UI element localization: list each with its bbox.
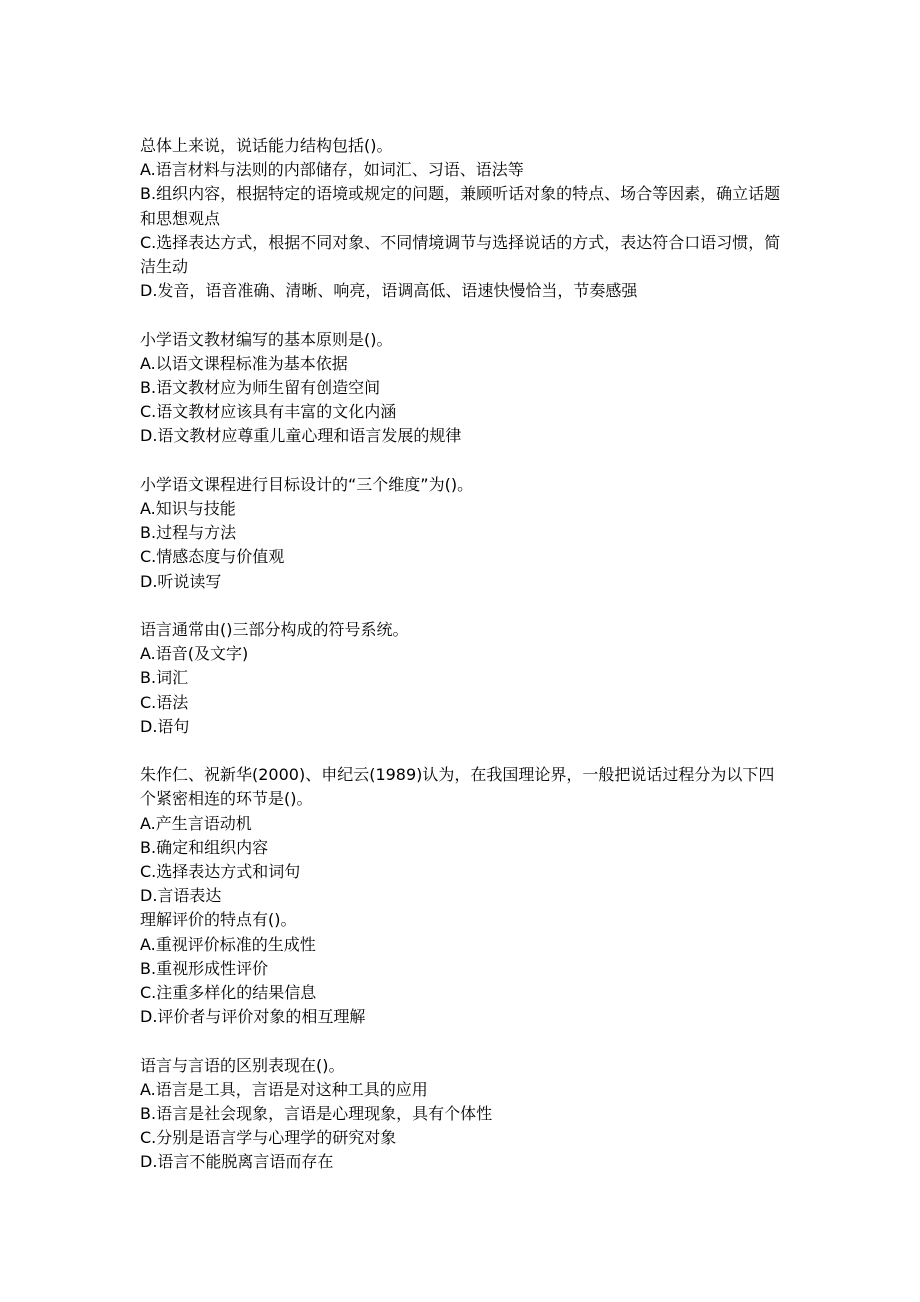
question-2	[140, 328, 788, 449]
option-b: B.组织内容，根据特定的语境或规定的问题，兼顾听话对象的特点、场合等因素，确立话题和思想观点	[140, 184, 781, 228]
option-c: C.选择表达方式，根据不同对象、不同情境调节与选择说话的方式，表达符合口语习惯，简洁生动	[140, 232, 781, 277]
option-a: A.以语文课程标准为基本依据	[140, 353, 348, 373]
question-7	[140, 1054, 788, 1175]
spacer	[140, 739, 788, 763]
option-b: B.语文教材应为师生留有创造空间	[140, 378, 381, 398]
question-stem: 理解评价的特点有()。	[140, 910, 297, 930]
option-b: B.词汇	[140, 668, 189, 688]
question-stem: 朱作仁、祝新华(2000)、申纪云(1989)认为，在我国理论界，一般把说话过程分为以下四个紧密相连的环节是()。	[140, 765, 775, 809]
option-d: D.发音，语音准确、清晰、响亮，语调高低、语速快慢恰当，节奏感强	[140, 281, 638, 301]
option-b: B.重视形成性评价	[140, 958, 269, 978]
option-d: D.语言不能脱离言语而存在	[140, 1152, 334, 1172]
spacer	[140, 594, 788, 618]
question-stem: 总体上来说，说话能力结构包括()。	[140, 136, 393, 155]
option-a: A.重视评价标准的生成性	[140, 934, 316, 954]
option-a: A.知识与技能	[140, 499, 236, 519]
option-d: D.言语表达	[140, 886, 222, 906]
question-4	[140, 618, 788, 739]
question-1	[140, 134, 788, 303]
option-c: C.分别是语言学与心理学的研究对象	[140, 1128, 397, 1148]
document-page	[140, 134, 788, 1175]
spacer	[140, 303, 788, 327]
option-a: A.产生言语动机	[140, 813, 252, 833]
option-c: C.注重多样化的结果信息	[140, 983, 317, 1003]
question-stem: 语言与言语的区别表现在()。	[140, 1055, 345, 1075]
option-a: A.语音(及文字)	[140, 644, 249, 664]
option-a: A.语言材料与法则的内部储存，如词汇、习语、语法等	[140, 160, 524, 180]
option-b: B.过程与方法	[140, 523, 237, 543]
option-c: C.选择表达方式和词句	[140, 862, 301, 882]
spacer	[140, 449, 788, 473]
question-3	[140, 473, 788, 594]
option-c: C.语文教材应该具有丰富的文化内涵	[140, 402, 397, 422]
spacer	[140, 1029, 788, 1053]
option-d: D.语句	[140, 716, 190, 736]
option-d: D.评价者与评价对象的相互理解	[140, 1007, 366, 1027]
option-a: A.语言是工具，言语是对这种工具的应用	[140, 1079, 428, 1099]
option-b: B.确定和组织内容	[140, 837, 269, 857]
question-stem: 语言通常由()三部分构成的符号系统。	[140, 620, 409, 640]
question-stem: 小学语文教材编写的基本原则是()。	[140, 329, 393, 349]
option-d: D.听说读写	[140, 571, 222, 591]
option-d: D.语文教材应尊重儿童心理和语言发展的规律	[140, 426, 462, 446]
option-c: C.情感态度与价值观	[140, 547, 285, 567]
option-b: B.语言是社会现象，言语是心理现象，具有个体性	[140, 1104, 493, 1124]
option-c: C.语法	[140, 692, 189, 712]
question-5	[140, 763, 788, 908]
question-stem: 小学语文课程进行目标设计的“三个维度”为()。	[140, 474, 474, 494]
question-6	[140, 908, 788, 1029]
